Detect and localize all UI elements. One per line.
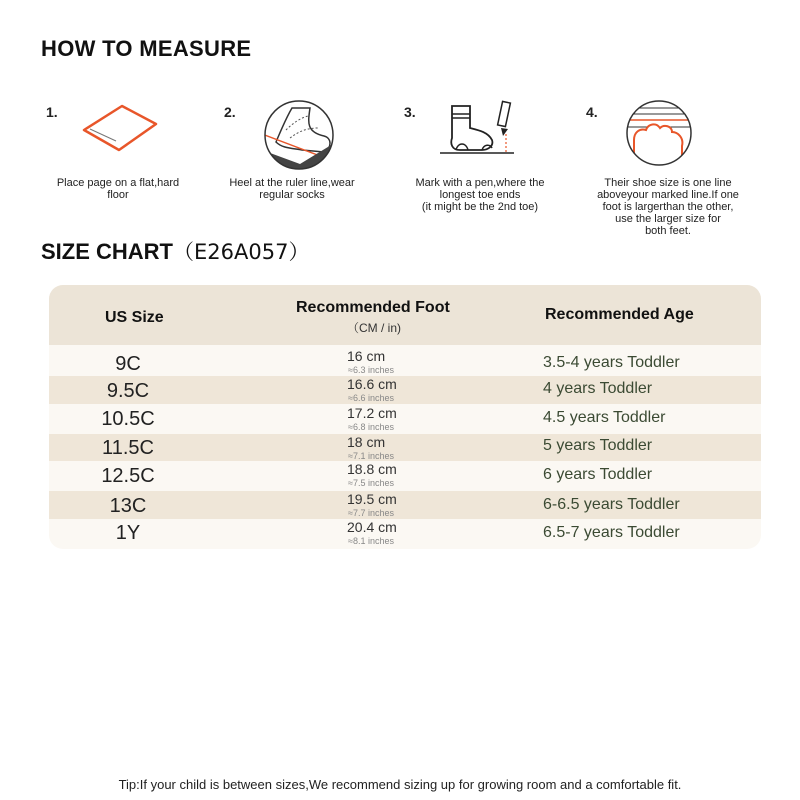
step-text: Heel at the ruler line,wear regular socks [229, 177, 355, 201]
table-row: 1Y 20.4 cm ≈8.1 inches 6.5-7 years Toddler [115, 519, 680, 546]
sizing-tip: Tip:If your child is between sizes,We recommend sizing up for growing room and a comfortable fit. [118, 777, 682, 792]
cell-cm: 18.8 cm [347, 461, 397, 477]
table-header [49, 285, 761, 345]
cell-age: 3.5-4 years Toddler [543, 354, 680, 371]
step-number: 2. [224, 104, 236, 120]
table-row: 11.5C 18 cm ≈7.1 inches 5 years Toddler [49, 434, 761, 461]
cell-age: 5 years Toddler [543, 437, 653, 454]
step-text: Their shoe size is one line aboveyour marked line.If one foot is largerthan the other, use the larger size for both feet. [597, 177, 739, 237]
size-chart-table [49, 285, 761, 549]
heel-at-ruler-icon [262, 98, 336, 172]
paper-on-floor-icon [76, 98, 160, 158]
header-recommended-age: Recommended Age [545, 306, 694, 323]
table-row: 12.5C 18.8 cm ≈7.5 inches 6 years Toddler [101, 461, 653, 488]
cell-cm: 19.5 cm [347, 491, 397, 507]
cell-cm: 18 cm [347, 434, 386, 450]
cell-age: 4.5 years Toddler [543, 409, 666, 426]
step-number: 1. [46, 104, 58, 120]
cell-inches: ≈6.6 inches [348, 393, 394, 403]
cell-age: 6-6.5 years Toddler [543, 496, 680, 513]
product-code: （E26A057） [173, 240, 310, 264]
table-row: 10.5C 17.2 cm ≈6.8 inches 4.5 years Toddler [101, 405, 666, 432]
cell-cm: 20.4 cm [347, 519, 397, 535]
header-us-size: US Size [105, 309, 164, 326]
cell-inches: ≈7.5 inches [348, 478, 394, 488]
how-to-measure-title: HOW TO MEASURE [41, 36, 252, 61]
cell-age: 4 years Toddler [543, 380, 653, 397]
cell-age: 6 years Toddler [543, 466, 653, 483]
cell-inches: ≈7.1 inches [348, 451, 394, 461]
step-text: Place page on a flat,hard floor [56, 177, 180, 201]
step-text: Mark with a pen,where the longest toe ends (it might be the 2nd toe) [415, 177, 545, 213]
step-number: 3. [404, 104, 416, 120]
cell-age: 6.5-7 years Toddler [543, 524, 680, 541]
cell-cm: 16.6 cm [347, 376, 397, 392]
size-chart-label: SIZE CHART [41, 239, 173, 264]
toe-on-lines-icon [624, 98, 694, 168]
table-row: 13C 19.5 cm ≈7.7 inches 6-6.5 years Toddler [49, 491, 761, 519]
cell-inches: ≈6.8 inches [348, 422, 394, 432]
table-row: 9.5C 16.6 cm ≈6.6 inches 4 years Toddler [49, 376, 761, 404]
header-recommended-foot: Recommended Foot [296, 299, 450, 316]
size-chart-title [41, 236, 309, 266]
step-number: 4. [586, 104, 598, 120]
cell-inches: ≈7.7 inches [348, 508, 394, 518]
cell-inches: ≈8.1 inches [348, 536, 394, 546]
cell-cm: 17.2 cm [347, 405, 397, 421]
table-row: 9C 16 cm ≈6.3 inches 3.5-4 years Toddler [115, 348, 680, 375]
cell-inches: ≈6.3 inches [348, 365, 394, 375]
cell-cm: 16 cm [347, 348, 386, 364]
sock-and-pen-icon [438, 98, 518, 158]
header-foot-units: （CM / in) [347, 321, 402, 335]
